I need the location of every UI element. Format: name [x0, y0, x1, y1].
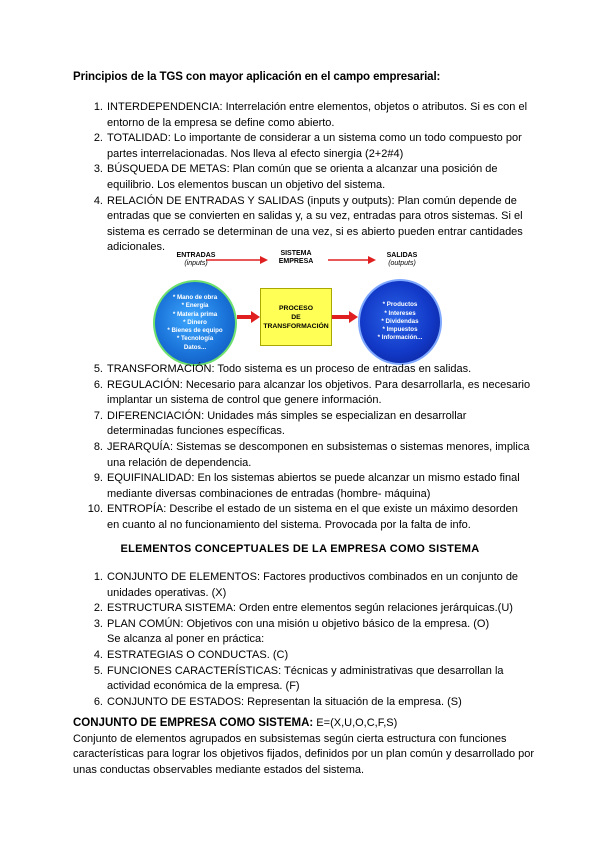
item-text: DIFERENCIACIÓN: Unidades más simples se especializan en desarrollar determinadas funciones específicas.	[107, 409, 467, 438]
entradas-sub: (inputs)	[184, 260, 208, 267]
item-text: TOTALIDAD: Lo importante de considerar a un sistema como un todo compuesto por partes interrelacionadas. Nos lleva al efecto sinergia (2+2#4)	[107, 132, 522, 160]
item-number: 4.	[93, 194, 103, 207]
item-text: CONJUNTO DE ESTADOS: Representan la situación de la empresa. (S)	[107, 695, 462, 708]
section-title-elementos: ELEMENTOS CONCEPTUALES DE LA EMPRESA COMO SISTEMA	[120, 543, 480, 555]
item-text: PLAN COMÚN: Objetivos con una misión u objetivo básico de la empresa. (O)	[107, 617, 490, 630]
list-item	[73, 100, 533, 131]
input-item: * Mano de obra	[172, 294, 218, 302]
sistema-title: SISTEMA	[280, 250, 312, 257]
item-number: 2.	[93, 132, 103, 145]
section-title-principios: Principios de la TGS con mayor aplicación en el campo empresarial:	[73, 71, 441, 83]
output-item: * Impuestos	[382, 326, 418, 334]
salidas-label	[372, 252, 432, 268]
item-text: EQUIFINALIDAD: En los sistemas abiertos se puede alcanzar un mismo estado final mediante diversas combinaciones de entradas (hombre- máquina)	[107, 472, 520, 500]
list-item	[73, 695, 533, 711]
input-item: * Dinero	[183, 318, 207, 326]
item-number: 6.	[93, 378, 103, 391]
list-item	[73, 617, 533, 648]
list-item	[73, 648, 533, 664]
list-item	[73, 362, 533, 378]
process-to-output-arrow	[332, 311, 358, 323]
conjunto-title: CONJUNTO DE EMPRESA COMO SISTEMA:	[73, 717, 314, 729]
sistema-label	[266, 250, 326, 266]
principles-list-b	[73, 362, 533, 534]
salidas-title: SALIDAS	[386, 252, 418, 259]
process-box	[260, 288, 332, 346]
list-item	[73, 664, 533, 695]
elements-list	[73, 570, 533, 710]
item-number: 1.	[93, 101, 103, 113]
list-item	[73, 601, 533, 617]
process-line: DE	[291, 313, 301, 321]
list-item	[73, 570, 533, 601]
list-item	[73, 378, 533, 409]
conjunto-body: Conjunto de elementos agrupados en subsistemas según cierta estructura con funciones características para lograr los objetivos fijados, definidos por un plan común y desarrollado por unas conductas observables mediante estados del sistema.	[73, 732, 535, 776]
input-item: * Energía	[181, 302, 209, 310]
input-item: * Bienes de equipo	[167, 327, 223, 335]
salidas-sub: (outputs)	[388, 260, 416, 267]
input-item: Datos...	[183, 343, 207, 351]
item-number: 10.	[87, 503, 103, 516]
item-text: ESTRATEGIAS O CONDUCTAS. (C)	[107, 648, 289, 661]
entradas-title: ENTRADAS	[176, 252, 216, 259]
input-to-process-arrow	[237, 311, 260, 323]
item-number: 6.	[93, 695, 103, 708]
conjunto-formula: E=(X,U,O,C,F,S)	[313, 717, 398, 729]
item-number: 5.	[93, 664, 103, 677]
item-number: 1.	[93, 571, 103, 583]
output-item: * Productos	[382, 301, 418, 309]
item-text: JERARQUÍA: Sistemas se descomponen en subsistemas o sistemas menores, implica una relación de dependencia.	[107, 440, 530, 469]
list-item	[73, 409, 533, 440]
item-text: ESTRUCTURA SISTEMA: Orden entre elementos según relaciones jerárquicas.(U)	[107, 602, 513, 615]
list-item	[73, 194, 533, 256]
list-item	[73, 162, 533, 193]
item-number: 3.	[93, 163, 103, 176]
empresa-title: EMPRESA	[278, 258, 314, 265]
item-text: CONJUNTO DE ELEMENTOS: Factores productivos combinados en un conjunto de unidades operativas. (X)	[107, 571, 519, 599]
conjunto-section	[73, 716, 543, 778]
output-item: * Dividendas	[381, 317, 419, 325]
list-item	[73, 131, 533, 162]
principles-list-a	[73, 100, 533, 256]
entradas-label	[166, 252, 226, 268]
item-text: BÚSQUEDA DE METAS: Plan común que se orienta a alcanzar una posición de equilibrio. Los elementos buscan un objetivo del sistema.	[107, 163, 498, 191]
item-text: REGULACIÓN: Necesario para alcanzar los objetivos. Para desarrollarla, es necesario implantar un sistema de control que genere información.	[107, 378, 531, 407]
item-text: TRANSFORMACIÓN: Todo sistema es un proceso de entradas en salidas.	[107, 363, 472, 375]
item-number: 9.	[93, 472, 103, 485]
inputs-oval	[153, 280, 237, 366]
list-item	[73, 440, 533, 471]
input-output-diagram	[148, 248, 448, 366]
item-number: 5.	[93, 363, 103, 375]
item-text: ENTROPÍA: Describe el estado de un sistema en el que existe un máximo desorden en cuanto al no funcionamiento del sistema. Provocada por la falta de info.	[107, 503, 518, 531]
outputs-oval	[358, 279, 442, 365]
list-item	[73, 471, 533, 502]
item-number: 8.	[93, 440, 103, 453]
output-item: * Intereses	[384, 309, 416, 317]
output-item: * Información...	[377, 334, 423, 342]
item-text: FUNCIONES CARACTERÍSTICAS: Técnicas y administrativas que desarrollan la actividad económica de la empresa. (F)	[107, 664, 504, 693]
process-line: PROCESO	[279, 304, 313, 312]
input-item: * Tecnología	[176, 335, 214, 343]
item-text: INTERDEPENDENCIA: Interrelación entre elementos, objetos o atributos. Si es con el entorno de la empresa se define como abierto.	[107, 101, 528, 129]
item-number: 3.	[93, 617, 103, 630]
list-item	[73, 502, 533, 533]
item-extra-text: Se alcanza al poner en práctica:	[107, 633, 265, 646]
item-number: 7.	[93, 409, 103, 422]
item-text: RELACIÓN DE ENTRADAS Y SALIDAS (inputs y outputs): Plan común depende de entradas que se convierten en salidas y, a su vez, entradas para otros sistemas. Si el sistema es cerrado se determinan de una vez, si es abierto pueden entrar cantidades adicionales.	[107, 194, 523, 254]
item-number: 2.	[93, 602, 103, 615]
input-item: * Materia prima	[172, 310, 218, 318]
process-line: TRANSFORMACIÓN	[263, 322, 329, 330]
item-number: 4.	[93, 648, 103, 661]
